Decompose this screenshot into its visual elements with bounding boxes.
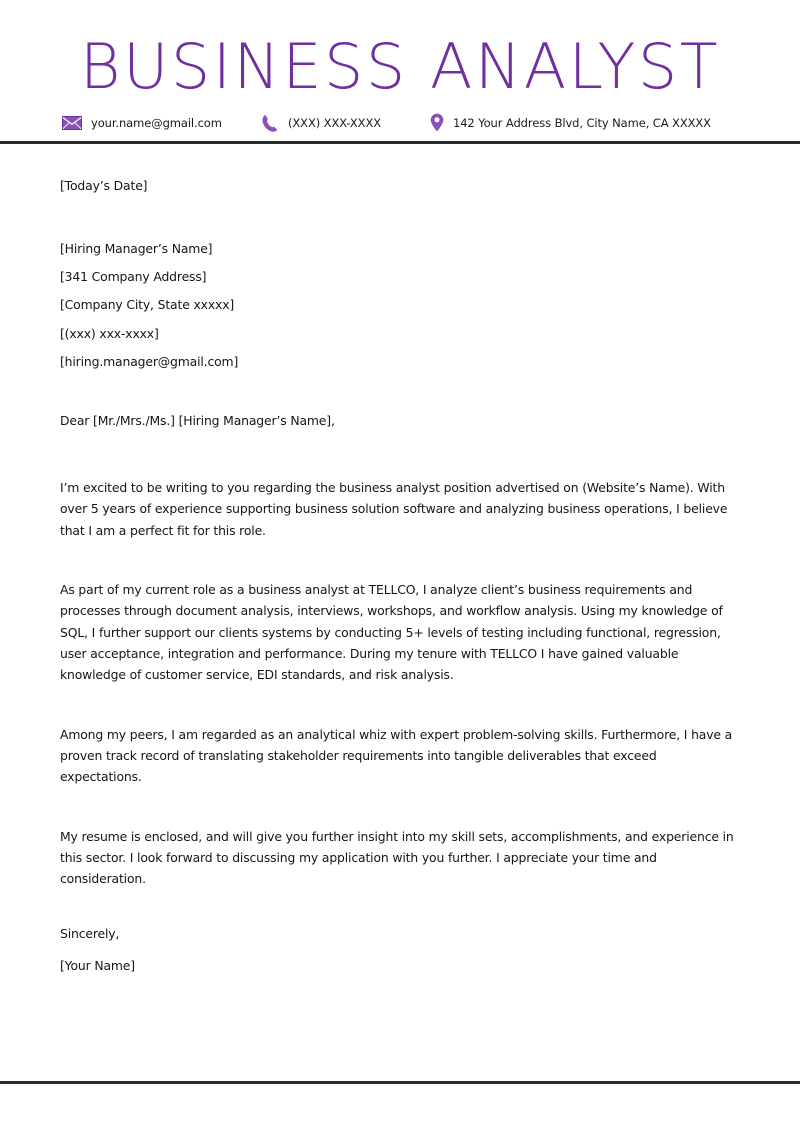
phone-icon: [262, 114, 279, 132]
letter-body: [0, 144, 800, 972]
signature-name: [Your Name]: [60, 957, 135, 973]
letter-header: [0, 0, 800, 144]
contact-row: [62, 99, 800, 132]
contact-address[interactable]: [430, 113, 711, 132]
recipient-address-block: [60, 240, 738, 370]
contact-email[interactable]: [62, 116, 262, 130]
body-paragraph: I’m excited to be writing to you regarding the business analyst position advertised on (Website’s Name). With over 5 years of experience supporting business solution software and analyzing business operations, I believe that I am a perfect fit for this role.: [60, 479, 728, 538]
closing-salutation: Sincerely,: [60, 925, 120, 941]
contact-phone-text: (XXX) XXX-XXXX: [288, 115, 382, 130]
contact-address-text: 142 Your Address Blvd, City Name, CA XXXXX: [453, 115, 711, 130]
recipient-line: [(xxx) xxx-xxxx]: [60, 325, 159, 341]
body-paragraph: My resume is enclosed, and will give you further insight into my skill sets, accomplishments, and experience in this sector. I look forward to discussing my application with you further. I appreciate your time and consideration.: [60, 828, 734, 887]
footer-divider: [0, 1081, 800, 1084]
recipient-line: [hiring.manager@gmail.com]: [60, 354, 239, 370]
body-paragraph: Among my peers, I am regarded as an analytical whiz with expert problem-solving skills. Furthermore, I have a proven track record of translating stakeholder requirements into tangible deliverables that exceed expectations.: [60, 726, 733, 785]
recipient-line: [Company City, State xxxxx]: [60, 297, 235, 313]
page-title: BUSINESS ANALYST: [79, 30, 721, 103]
body-paragraph: As part of my current role as a business analyst at TELLCO, I analyze client’s business requirements and processes through document analysis, interviews, workshops, and workflow analysis. Using my knowledge of SQL, I further support our clients systems by conducting 5+ levels of testing including functional, regression, user acceptance, integration and performance. During my tenure with TELLCO I have gained valuable knowledge of customer service, EDI standards, and risk analysis.: [60, 581, 723, 683]
contact-email-text: your.name@gmail.com: [91, 115, 222, 130]
location-pin-icon: [430, 113, 444, 132]
envelope-icon: [62, 116, 82, 130]
letter-date: [Today’s Date]: [60, 178, 148, 194]
recipient-line: [341 Company Address]: [60, 268, 207, 284]
closing-block: [60, 925, 738, 973]
recipient-line: [Hiring Manager’s Name]: [60, 240, 213, 256]
salutation: Dear [Mr./Mrs./Ms.] [Hiring Manager’s Name],: [60, 412, 335, 428]
contact-phone[interactable]: [262, 114, 430, 132]
